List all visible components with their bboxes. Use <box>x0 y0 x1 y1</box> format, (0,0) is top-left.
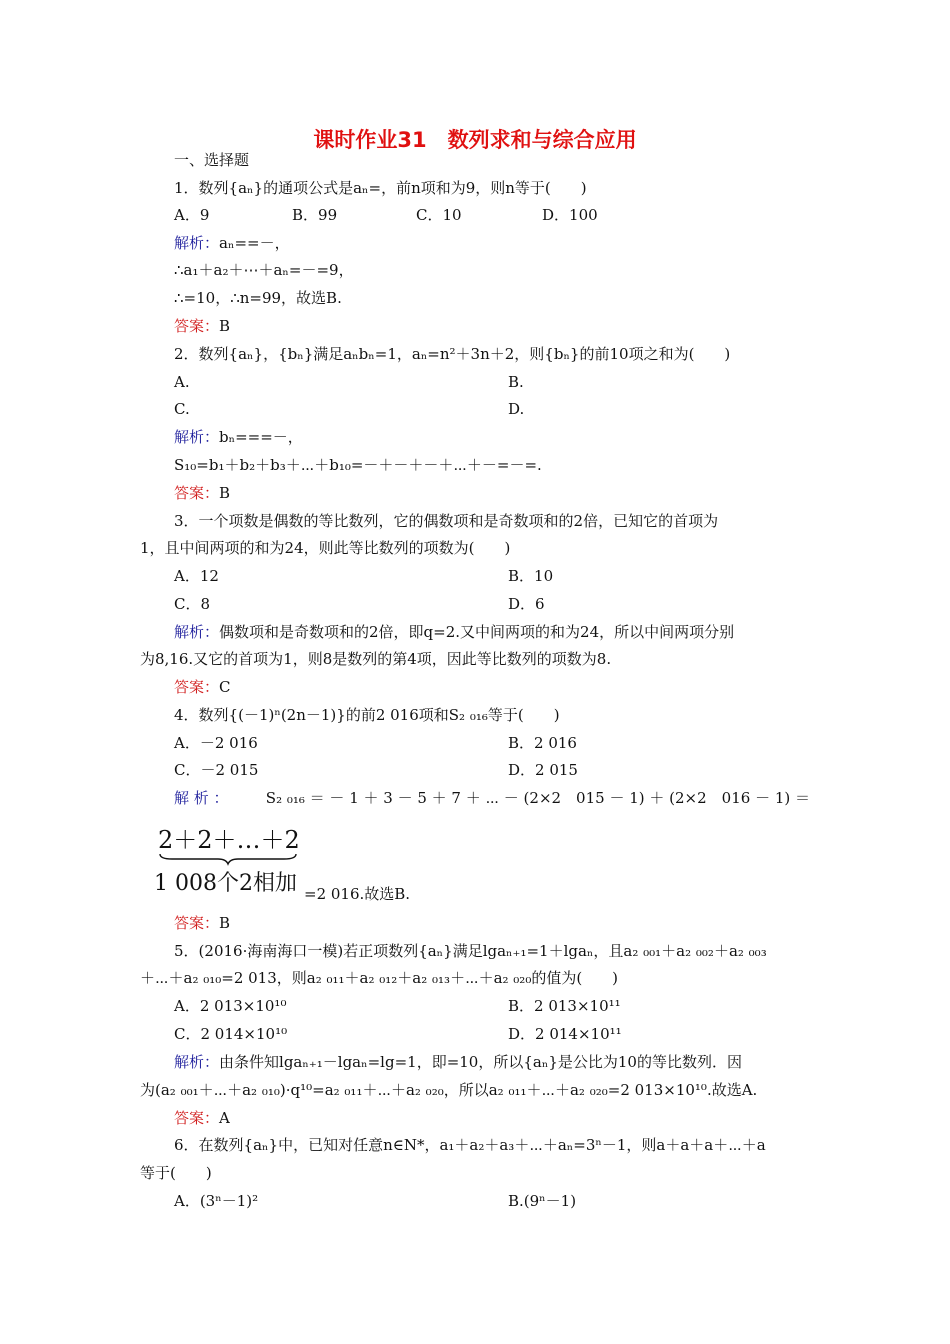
solution-label: 解析： <box>174 1053 220 1071</box>
answer-label: 答案： <box>174 678 220 696</box>
q5-stem-line2: ＋⋯＋a₂ ₀₁₀=2 013，则a₂ ₀₁₁＋a₂ ₀₁₂＋a₂ ₀₁₃＋⋯＋a₂ ₀₂₀的值为( ) <box>140 969 619 987</box>
q5-solution-line2: 为(a₂ ₀₀₁＋⋯＋a₂ ₀₁₀)·q¹⁰=a₂ ₀₁₁＋⋯＋a₂ ₀₂₀，所以a₂ ₀₁₁＋⋯＋a₂ ₀₂₀=2 013×10¹⁰.故选A. <box>140 1081 758 1099</box>
q5-option-a: A．2 013×10¹⁰ <box>174 997 287 1015</box>
q6-option-a: A．(3ⁿ－1)² <box>174 1192 259 1210</box>
q3-solution-line2: 为8,16.又它的首项为1，则8是数列的第4项，因此等比数列的项数为8. <box>140 650 612 668</box>
underbrace-expression <box>154 820 304 895</box>
q2-stem: 2．数列{aₙ}，{bₙ}满足aₙbₙ=1，aₙ=n²＋3n＋2，则{bₙ}的前10项之和为( ) <box>174 345 731 363</box>
q5-option-d: D．2 014×10¹¹ <box>508 1025 622 1043</box>
q1-stem: 1．数列{aₙ}的通项公式是aₙ=，前n项和为9，则n等于( ) <box>174 179 587 197</box>
q4-solution-line2: =2 016.故选B. <box>304 885 411 903</box>
solution-text: 由条件知lgaₙ₊₁－lgaₙ=lg=1，即=10，所以{aₙ}是公比为10的等比数列．因 <box>219 1053 742 1071</box>
q5-option-b: B．2 013×10¹¹ <box>508 997 621 1015</box>
q2-answer <box>174 483 230 503</box>
q1-option-c: C．10 <box>416 206 462 224</box>
q5-solution-line1 <box>174 1052 742 1072</box>
q2-option-a: A. <box>174 373 190 391</box>
page-title: 课时作业31 数列求和与综合应用 <box>313 128 637 152</box>
q5-stem-line1: 5．(2016·海南海口一模)若正项数列{aₙ}满足lgaₙ₊₁=1＋lgaₙ，且a₂ ₀₀₁＋a₂ ₀₀₂＋a₂ ₀₀₃ <box>174 942 767 960</box>
q2-solution-line2: S₁₀=b₁＋b₂＋b₃＋⋯＋b₁₀=－＋－＋－＋⋯＋－=－=. <box>174 456 542 474</box>
q3-option-b: B．10 <box>508 567 554 585</box>
q5-answer <box>174 1108 230 1128</box>
q1-option-b: B．99 <box>292 206 338 224</box>
solution-text: 偶数项和是奇数项和的2倍，即q=2.又中间两项的和为24，所以中间两项分别 <box>219 623 735 641</box>
brace-bottom-text: 1 008个2相加 <box>154 871 297 896</box>
solution-label: 解析： <box>174 234 220 252</box>
q4-answer <box>174 913 230 933</box>
q3-answer <box>174 677 231 697</box>
answer-value: A <box>219 1109 230 1127</box>
q3-option-a: A．12 <box>174 567 219 585</box>
solution-label: 解 析 ： <box>174 789 229 807</box>
answer-label: 答案： <box>174 1109 220 1127</box>
q1-option-d: D．100 <box>542 206 598 224</box>
section-heading: 一、选择题 <box>174 151 250 169</box>
q2-option-c: C. <box>174 400 190 418</box>
answer-label: 答案： <box>174 484 220 502</box>
q5-option-c: C．2 014×10¹⁰ <box>174 1025 288 1043</box>
q4-stem: 4．数列{(－1)ⁿ(2n－1)}的前2 016项和S₂ ₀₁₆等于( ) <box>174 706 560 724</box>
underbrace-icon <box>158 852 298 866</box>
answer-label: 答案： <box>174 317 220 335</box>
q3-solution-line1 <box>174 622 734 642</box>
q3-stem-line1: 3．一个项数是偶数的等比数列，它的偶数项和是奇数项和的2倍，已知它的首项为 <box>174 512 719 530</box>
q4-option-c: C．－2 015 <box>174 761 259 779</box>
q6-stem-line1: 6．在数列{aₙ}中，已知对任意n∈N*，a₁＋a₂＋a₃＋⋯＋aₙ=3ⁿ－1，则a＋a＋a＋⋯＋a <box>174 1136 766 1154</box>
answer-value: B <box>219 484 231 502</box>
q2-option-b: B. <box>508 373 524 391</box>
solution-text: S₂ ₀₁₆ ＝ － 1 ＋ 3 － 5 ＋ 7 ＋ ⋯ － (2×2 015 － 1) ＋ (2×2 016 － 1) ＝ <box>265 789 810 807</box>
q3-option-c: C．8 <box>174 595 211 613</box>
solution-text: aₙ==－， <box>219 234 290 252</box>
q4-option-d: D．2 015 <box>508 761 578 779</box>
q1-answer <box>174 316 230 336</box>
q3-option-d: D．6 <box>508 595 545 613</box>
q6-option-b: B.(9ⁿ－1) <box>508 1192 577 1210</box>
q6-stem-line2: 等于( ) <box>140 1164 212 1182</box>
answer-value: B <box>219 317 231 335</box>
answer-value: C <box>219 678 231 696</box>
q2-option-d: D. <box>508 400 525 418</box>
answer-label: 答案： <box>174 914 220 932</box>
solution-label: 解析： <box>174 428 220 446</box>
q4-option-b: B．2 016 <box>508 734 577 752</box>
q1-solution-line2: ∴a₁＋a₂＋⋯＋aₙ=－=9， <box>174 261 354 279</box>
q2-solution-line1 <box>174 427 303 447</box>
q4-option-a: A．－2 016 <box>174 734 258 752</box>
q1-option-a: A．9 <box>174 206 210 224</box>
q3-stem-line2: 1，且中间两项的和为24，则此等比数列的项数为( ) <box>140 539 511 557</box>
answer-value: B <box>219 914 231 932</box>
solution-label: 解析： <box>174 623 220 641</box>
solution-text: bₙ===－， <box>219 428 303 446</box>
q1-solution-line3: ∴=10，∴n=99，故选B. <box>174 289 342 307</box>
q1-solution-line1 <box>174 233 290 253</box>
q4-solution-line1 <box>174 788 810 808</box>
brace-top-text: 2＋2＋…＋2 <box>158 826 300 854</box>
